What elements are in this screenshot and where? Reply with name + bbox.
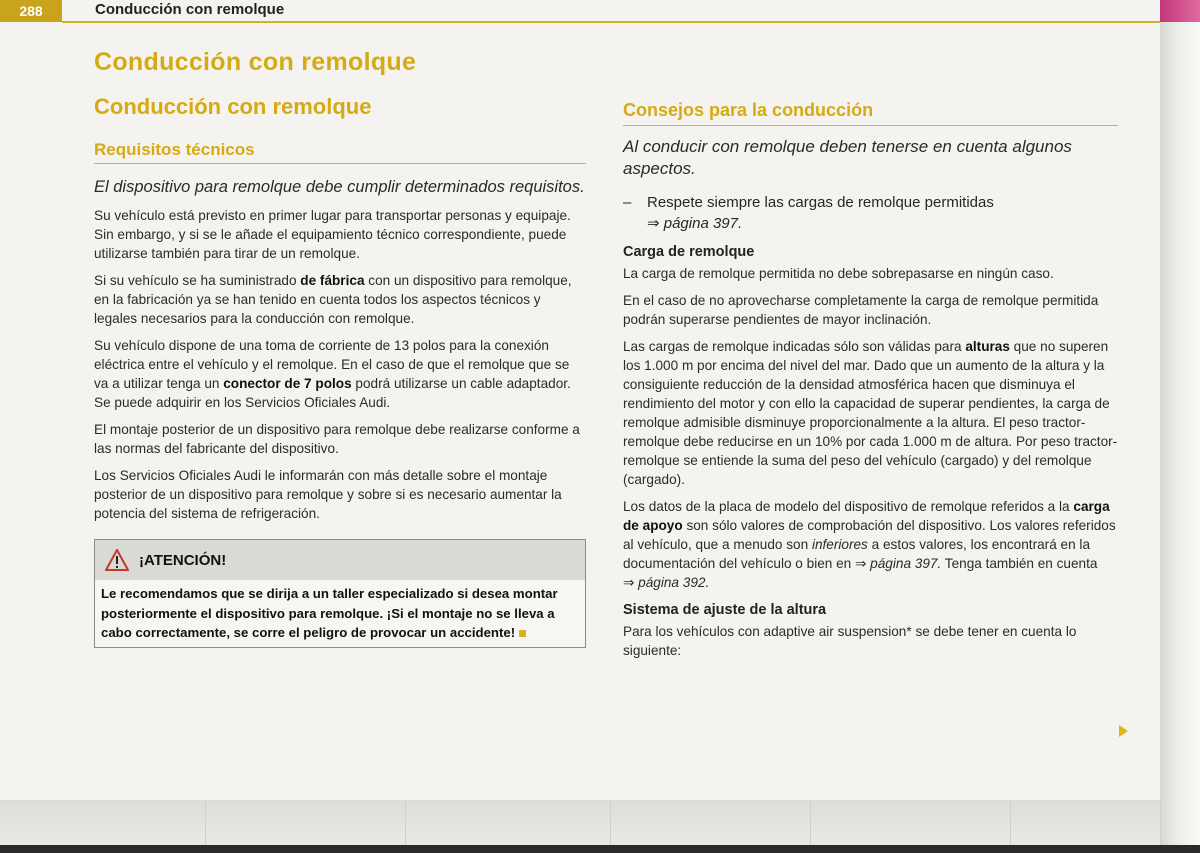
text-run: podrá utilizarse un cable adaptador. Se puede adquirir en los Servicios Oficiales Audi. — [94, 376, 571, 410]
subsection-title: Requisitos técnicos — [94, 140, 586, 164]
paragraph: La carga de remolque permitida no debe sobrepasarse en ningún caso. — [623, 266, 1054, 281]
text-run: que no superen los 1.000 m por encima del nivel del mar. Dado que un aumento de la altura y la consiguiente reducción de la densidad atmosférica hacen que disminuya el rendimiento del motor y con ello la capacidad de superar pendientes, la carga de remolque admisible disminuye proporcionalmente a la altura. El peso tractor-remolque debe reducirse en un 10% por cada 1.000 m de altura. Por peso tractor-remolque se entiende la suma del peso del vehículo (cargado) y del remolque (cargado). — [623, 339, 1118, 487]
paragraph — [623, 337, 1118, 489]
paragraph: Su vehículo está previsto en primer lugar para transportar personas y equipaje. Sin embargo, y si se le añade el equipamiento técnico correspondiente, puede utilizarse también para tirar de un remolque. — [94, 208, 571, 261]
bold-text: de fábrica — [300, 273, 365, 288]
paragraph: Para los vehículos con adaptive air suspension* se debe tener en cuenta lo siguiente: — [623, 624, 1077, 658]
footer-tab[interactable] — [610, 800, 811, 845]
bold-text: carga de apoyo — [623, 499, 1110, 533]
text-run: Respete siempre las cargas de remolque permitidas — [647, 194, 994, 211]
left-column — [94, 48, 586, 648]
bold-text: alturas — [965, 339, 1010, 354]
subheading: Carga de remolque — [623, 244, 755, 260]
text-run: Las cargas de remolque indicadas sólo son válidas para — [623, 339, 966, 354]
text-run: Si su vehículo se ha suministrado — [94, 273, 301, 288]
continue-arrow-icon — [1119, 725, 1128, 737]
paragraph — [94, 271, 586, 328]
warning-triangle-icon — [105, 549, 129, 571]
header-rule — [62, 21, 1160, 23]
running-title: Conducción con remolque — [95, 1, 285, 18]
footer-tab[interactable] — [810, 800, 1011, 845]
text-run: Tenga también en cuenta — [941, 556, 1098, 571]
lead-text: El dispositivo para remolque debe cumplir determinados requisitos. — [94, 178, 585, 196]
list-item — [623, 192, 1118, 234]
warning-box — [94, 539, 586, 648]
warning-text: Le recomendamos que se dirija a un taller especializado si desea montar posteriormente el dispositivo para remolque. ¡Si el montaje no se lleva a cabo correctamente, se corre el peligro de provocar un accidente! — [101, 586, 558, 640]
text-run: Los datos de la placa de modelo del dispositivo de remolque referidos a la — [623, 499, 1074, 514]
footer-tab[interactable] — [205, 800, 406, 845]
page-reference-link[interactable]: ⇒ página 392. — [623, 575, 710, 590]
end-of-section-icon — [519, 630, 526, 637]
page-number: 288 — [0, 0, 62, 22]
warning-body — [95, 580, 585, 647]
dash-bullet: – — [623, 194, 632, 211]
section-title: Conducción con remolque — [94, 94, 372, 119]
right-column — [623, 100, 1118, 668]
paragraph: Los Servicios Oficiales Audi le informarán con más detalle sobre el montaje posterior de un dispositivo para remolque y sobre si es necesario aumentar la potencia del sistema de refrigeración. — [94, 468, 562, 521]
italic-text: inferiores — [811, 537, 868, 552]
text-run: Su vehículo dispone de una toma de corriente de 13 polos para la conexión eléctrica entre el vehículo y el remolque. En el caso de que el remolque que se va a utilizar tenga un — [94, 338, 570, 391]
page-tab-marker — [1160, 0, 1200, 22]
paragraph: En el caso de no aprovecharse completamente la carga de remolque permitida podrán superarse pendientes de mayor inclinación. — [623, 293, 1099, 327]
text-run: con un dispositivo para remolque, en la fabricación ya se han tenido en cuenta todos los aspectos técnicos y legales necesarios para la conducción con remolque. — [94, 273, 572, 326]
page-reference-link[interactable]: ⇒ página 397. — [855, 556, 942, 571]
footer-tab[interactable] — [0, 800, 206, 845]
paragraph — [623, 497, 1118, 592]
subheading: Sistema de ajuste de la altura — [623, 602, 827, 618]
footer-tab[interactable] — [405, 800, 611, 845]
list-item-text — [647, 192, 994, 234]
bold-text: conector de 7 polos — [223, 376, 352, 391]
section-title: Consejos para la conducción — [623, 100, 1118, 126]
footer-tab[interactable] — [1010, 800, 1161, 845]
paragraph: El montaje posterior de un dispositivo para remolque debe realizarse conforme a las normas del fabricante del dispositivo. — [94, 422, 580, 456]
paragraph — [94, 336, 586, 412]
warning-title: ¡ATENCIÓN! — [139, 551, 227, 569]
page-reference-link[interactable]: ⇒ página 397. — [647, 215, 743, 232]
warning-header — [95, 540, 585, 580]
bottom-edge — [0, 845, 1200, 853]
text-run: son sólo valores de comprobación del dispositivo. Los valores referidos al vehículo, que a menudo son — [623, 518, 1116, 552]
chapter-title: Conducción con remolque — [94, 48, 417, 76]
lead-text: Al conducir con remolque deben tenerse en cuenta algunos aspectos. — [623, 137, 1072, 178]
page-edge — [1160, 0, 1200, 853]
text-run: a estos valores, los encontrará en la documentación del vehículo o bien en — [623, 537, 1091, 571]
